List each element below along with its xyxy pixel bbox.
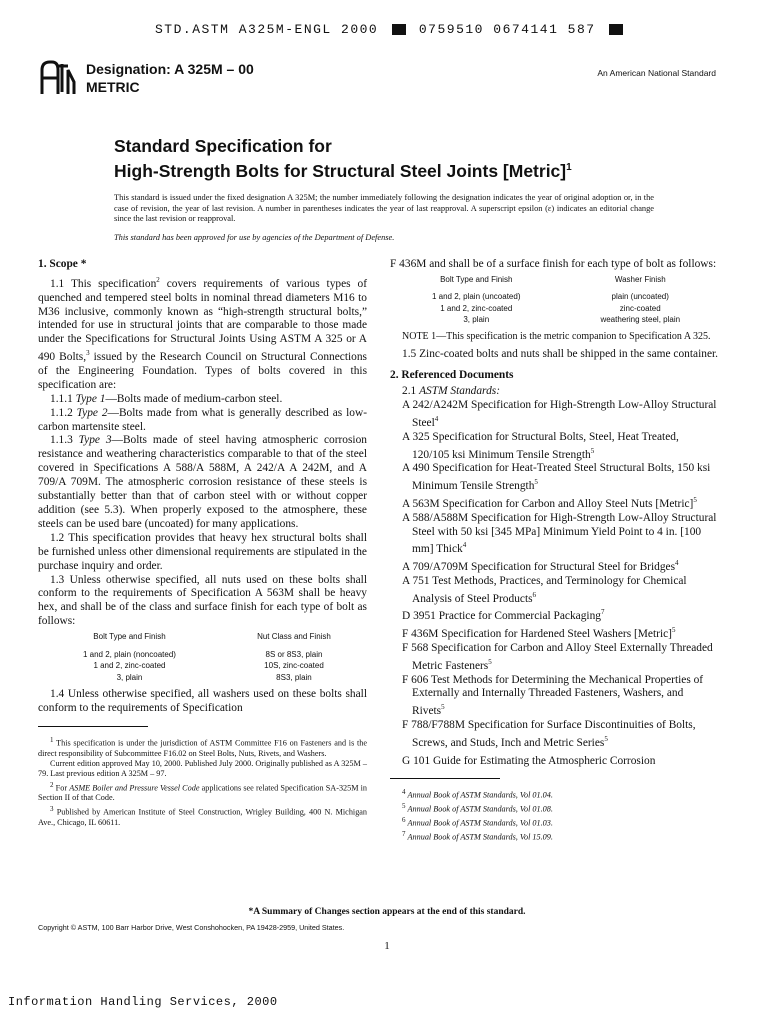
referenced-documents-heading: 2. Referenced Documents (390, 369, 514, 382)
reference-item: A 751 Test Methods, Practices, and Terminology for Chemical Analysis of Steel Products$^6$ (402, 574, 687, 605)
table-row: 1 and 2, zinc-coated 10S, zinc-coated (93, 661, 324, 671)
paragraph-1-1: 1.1 This specification$^2$ covers requirements of various types of quenched and tempered steel bolts in nominal thread diameters M16 to M36 inclusive, commonly known as “high-strength structural bolts,” intended for use in structural joints that are comparable to those made under the Specifications for Structural Joints Using ASTM A 325 or A 490 Bolts,$^3$ issued by the Research Council on Structural Connections of the Engineering Foundation. Types of bolts covered in this specification are: (38, 275, 367, 391)
footnote-3: $^3$ Published by American Institute of Steel Construction, Wrigley Building, 400 N. Michigan Ave., Chicago, IL 60611. (38, 804, 368, 827)
metric-label: METRIC (86, 79, 140, 95)
reference-item: A 588/A588M Specification for High-Strength Low-Alloy Structural Steel with 50 ksi [345 MPa] Minimum Yield Point to 4 in. [100 mm] Thick$^4$ (402, 511, 717, 556)
table-row: 1 and 2, zinc-coated zinc-coated (440, 303, 661, 313)
footnote-7: $^7$ Annual Book of ASTM Standards, Vol 15.09. (402, 830, 553, 842)
scope-heading: 1. Scope * (38, 258, 87, 270)
reference-item: F 568 Specification for Carbon and Alloy Steel Externally Threaded Metric Fasteners$^5$ (402, 641, 713, 672)
right-column (390, 258, 718, 843)
footnote-4: $^4$ Annual Book of ASTM Standards, Vol 01.04. (402, 788, 553, 801)
title-footnote-ref: 1 (566, 162, 572, 173)
footnote-2: $^2$ For ASME Boiler and Pressure Vessel Code applications see related Specification SA-325M in Section II of that Code. (38, 780, 368, 803)
reference-list (390, 399, 718, 768)
issue-note: This standard is issued under the fixed designation A 325M; the number immediately following the designation indicates the year of original adoption or, in the case of revision, the year of last revision. A number in parentheses indicates the year of last reapproval. A superscript epsilon (ε) indicates an editorial change since the last revision or reapproval. (114, 193, 654, 223)
table-row: 3, plain weathering steel, plain (463, 315, 681, 325)
paragraph-1-4-continued: F 436M and shall be of a surface finish for each type of bolt as follows: (390, 258, 717, 270)
left-column (38, 258, 367, 828)
footnote-6: $^6$ Annual Book of ASTM Standards, Vol 01.03. (402, 816, 553, 828)
footnote-1-edition: Current edition approved May 10, 2000. Published July 2000. Originally published as A 325M – 79. Last previous edition A 325M – 97. (38, 759, 367, 779)
footnote-1: $^1$ This specification is under the jurisdiction of ASTM Committee F16 on Fasteners and is the direct responsibility of Subcommittee F16.02 on Steel Bolts, Nuts, Rivets, and Washers. (38, 735, 368, 758)
reference-item: A 325 Specification for Structural Bolts, Steel, Heat Treated, 120/105 ksi Minimum Tensile Strength$^5$ (402, 430, 679, 461)
black-block-mark (392, 24, 406, 35)
reference-item: G 101 Guide for Estimating the Atmospheric Corrosion (402, 754, 656, 767)
document-serial: 0759510 0674141 587 (418, 22, 596, 37)
summary-of-changes-note: *A Summary of Changes section appears at the end of this standard. (248, 907, 526, 917)
document-code-header (155, 22, 627, 37)
title-text: High-Strength Bolts for Structural Steel Joints [Metric] (114, 160, 567, 181)
paragraph-1-1-1: 1.1.1 Type 1—Bolts made of medium-carbon steel. (50, 392, 283, 405)
footer-watermark: Information Handling Services, 2000 (8, 995, 278, 1009)
nut-class-table: Bolt Type and Finish Nut Class and Finish 1 and 2, plain (noncoated) 8S or 8S3, plain 1 and 2, zinc-coated 10S, zinc-coated 3, plain 8S3, plain (38, 631, 367, 683)
document-code: STD.ASTM A325M-ENGL 2000 (155, 22, 379, 37)
reference-item: F 436M Specification for Hardened Steel Washers [Metric]$^5$ (402, 626, 676, 640)
reference-item: D 3951 Practice for Commercial Packaging$^7$ (402, 608, 605, 623)
footnote-5: $^5$ Annual Book of ASTM Standards, Vol 01.08. (402, 802, 553, 814)
american-national-standard-label: An American National Standard (597, 68, 716, 78)
reference-item: F 788/F788M Specification for Surface Discontinuities of Bolts, Screws, and Studs, Inch and Metric Series$^5$ (402, 719, 696, 749)
paragraph-1-5: 1.5 Zinc-coated bolts and nuts shall be shipped in the same container. (402, 348, 719, 361)
document-title (114, 136, 572, 182)
reference-item: A 242/A242M Specification for High-Strength Low-Alloy Structural Steel$^4$ (402, 399, 717, 429)
paragraph-1-2: 1.2 This specification provides that heavy hex structural bolts shall be furnished unless other dimensional requirements are stipulated in the purchase inquiry and order. (38, 531, 367, 572)
table-row: 1 and 2, plain (uncoated) plain (uncoated) (431, 292, 669, 302)
black-block-mark-end (609, 24, 623, 35)
reference-item: A 563M Specification for Carbon and Alloy Steel Nuts [Metric]$^5$ (402, 495, 697, 510)
designation-block (86, 60, 254, 96)
paragraph-1-3: 1.3 Unless otherwise specified, all nuts used on these bolts shall conform to the requirements of Specification A 563M shall be heavy hex, and shall be of the class and surface finish for each type of bolt as follows: (38, 573, 367, 628)
title-line-1: Standard Specification for (114, 136, 332, 156)
paragraph-2-1: 2.1 ASTM Standards: (402, 385, 500, 398)
paragraph-1-4: 1.4 Unless otherwise specified, all washers used on these bolts shall conform to the requirements of Specification (38, 688, 367, 715)
paragraph-1-1-3: 1.1.3 Type 3—Bolts made of steel having atmospheric corrosion resistance and weathering characteristics comparable to that of the steel covered in Specifications A 588/A 588M, A 242/A A 242M, and A 709/A 709M. The atmospheric corrosion resistance of these steels is substantially better than that of carbon steel with or without copper addition (see 5.3). When properly exposed to the atmosphere, these steels can be used bare (uncoated) for many applications. (38, 434, 367, 530)
reference-item: A 709/A709M Specification for Structural Steel for Bridges$^4$ (402, 559, 679, 573)
copyright-line: Copyright © ASTM, 100 Barr Harbor Drive, West Conshohocken, PA 19428-2959, United States. (38, 923, 345, 932)
reference-item: F 606 Test Methods for Determining the Mechanical Properties of Externally and Internally Threaded Fasteners, Washers, and Rivets$^5$ (402, 673, 704, 718)
reference-item: A 490 Specification for Heat-Treated Steel Structural Bolts, 150 ksi Minimum Tensile Strength$^5$ (402, 462, 711, 493)
astm-logo-icon (38, 58, 78, 98)
paragraph-1-1-2: 1.1.2 Type 2—Bolts made from what is generally described as low-carbon martensite steel. (38, 406, 367, 433)
designation: Designation: A 325M – 00 (86, 61, 254, 77)
page-number: 1 (384, 940, 390, 952)
note-1: NOTE 1—This specification is the metric companion to Specification A 325. (402, 330, 711, 342)
washer-finish-table: Bolt Type and Finish Washer Finish 1 and 2, plain (uncoated) plain (uncoated) 1 and 2, zinc-coated zinc-coated 3, plain weathering steel, plain (390, 274, 718, 326)
table-row: 1 and 2, plain (noncoated) 8S or 8S3, plain (82, 649, 323, 659)
approval-note: This standard has been approved for use by agencies of the Department of Defense. (114, 233, 395, 242)
table-row: 3, plain 8S3, plain (116, 672, 312, 682)
footnote-divider-right (390, 778, 500, 779)
title-line-2 (114, 157, 572, 182)
footnote-divider (38, 726, 148, 727)
